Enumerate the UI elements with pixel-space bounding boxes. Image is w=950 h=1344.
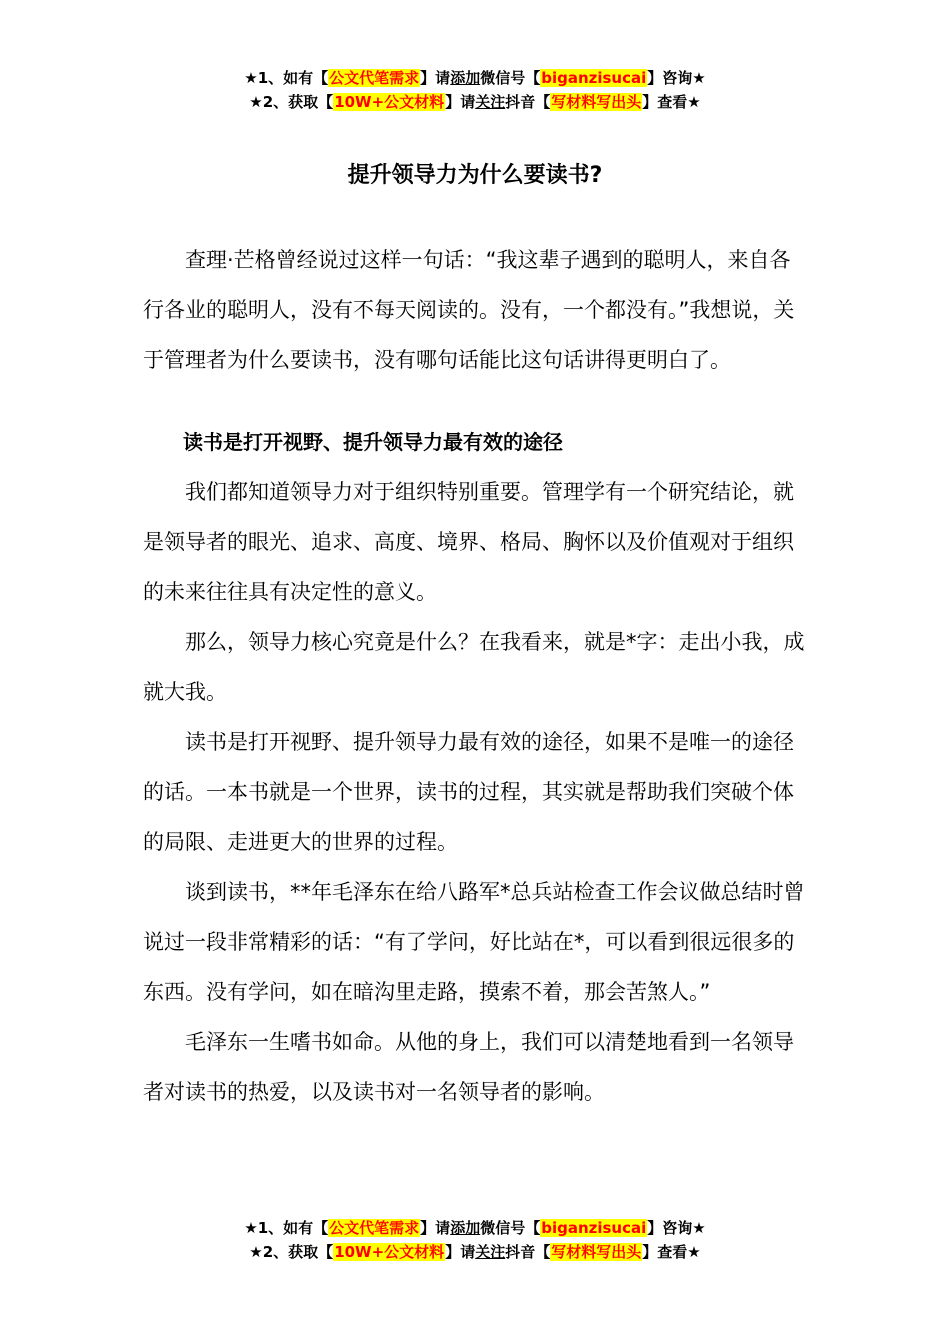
- promo-highlight-wechat-id: biganzisucai: [541, 69, 647, 87]
- promo-line-1: [0, 1216, 950, 1240]
- promo-highlight-douyin-id: 写材料写出头: [551, 1243, 642, 1261]
- paragraph: 我们都知道领导力对于组织特别重要。管理学有一个研究结论，就是领导者的眼光、追求、高度、境界、格局、胸怀以及价值观对于组织的未来往往具有决定性的意义。: [143, 480, 794, 604]
- promo-text: 】请: [420, 69, 451, 87]
- promo-text: 】查看★: [642, 1243, 701, 1261]
- promo-highlight: 公文代笔需求: [329, 69, 420, 87]
- promo-highlight: 公文代笔需求: [329, 1219, 420, 1237]
- promo-text: ★1、如有【: [244, 1219, 329, 1237]
- promo-text: 】咨询★: [647, 69, 706, 87]
- promo-text: ★2、获取【: [249, 1243, 334, 1261]
- promo-highlight-douyin-id: 写材料写出头: [551, 93, 642, 111]
- document-body: [143, 235, 811, 1117]
- promo-text: 抖音【: [505, 93, 551, 111]
- promo-text: 抖音【: [505, 1243, 551, 1261]
- promo-highlight: 10W+公文材料: [334, 93, 445, 111]
- promo-text: ★2、获取【: [249, 93, 334, 111]
- paragraph: 谈到读书，**年毛泽东在给八路军*总兵站检查工作会议做总结时曾说过一段非常精彩的话：“有了学问，好比站在*，可以看到很远很多的东西。没有学问，如在暗沟里走路，摸索不着，那会苦煞人。”: [143, 880, 805, 1004]
- promo-text: 】查看★: [642, 93, 701, 111]
- promo-line-2: [0, 90, 950, 114]
- paragraph: 毛泽东一生嗜书如命。从他的身上，我们可以清楚地看到一名领导者对读书的热爱，以及读书对一名领导者的影响。: [143, 1030, 794, 1104]
- promo-highlight-wechat-id: biganzisucai: [541, 1219, 647, 1237]
- paragraph: 查理·芒格曾经说过这样一句话：“我这辈子遇到的聪明人，来自各行各业的聪明人，没有不每天阅读的。没有，一个都没有。”我想说，关于管理者为什么要读书，没有哪句话能比这句话讲得更明白了。: [143, 248, 795, 372]
- promo-text: 微信号【: [480, 1219, 541, 1237]
- document-title: 提升领导力为什么要读书?: [347, 163, 603, 188]
- promo-text: 】请: [445, 93, 476, 111]
- promo-banner-top: [0, 66, 950, 114]
- paragraph: 那么，领导力核心究竟是什么？在我看来，就是*字：走出小我，成就大我。: [143, 630, 805, 704]
- promo-line-2: [0, 1240, 950, 1264]
- promo-underline: 关注: [475, 1243, 506, 1261]
- section-spacer: [143, 385, 811, 417]
- promo-text: 微信号【: [480, 69, 541, 87]
- promo-line-1: [0, 66, 950, 90]
- promo-banner-bottom: [0, 1216, 950, 1264]
- promo-text: 】咨询★: [647, 1219, 706, 1237]
- promo-text: 】请: [420, 1219, 451, 1237]
- promo-text: ★1、如有【: [244, 69, 329, 87]
- section-heading: 读书是打开视野、提升领导力最有效的途径: [183, 430, 563, 454]
- promo-text: 】请: [445, 1243, 476, 1261]
- promo-underline: 添加: [450, 1219, 481, 1237]
- promo-underline: 关注: [475, 93, 506, 111]
- promo-highlight: 10W+公文材料: [334, 1243, 445, 1261]
- paragraph: 读书是打开视野、提升领导力最有效的途径，如果不是唯一的途径的话。一本书就是一个世界，读书的过程，其实就是帮助我们突破个体的局限、走进更大的世界的过程。: [143, 730, 794, 854]
- promo-underline: 添加: [450, 69, 481, 87]
